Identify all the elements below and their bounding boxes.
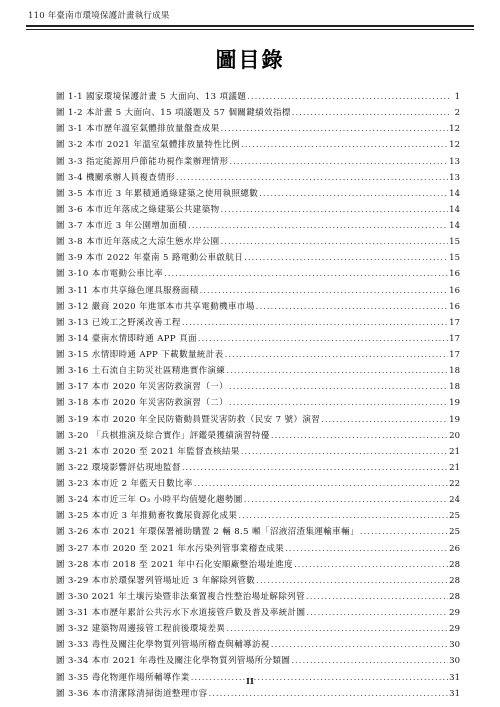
- toc-entry-page-number: 12: [449, 140, 460, 151]
- toc-entry-label: 圖 3-3 指定能源用戶節能功視作業辦理情形: [56, 156, 229, 167]
- toc-dot-leader: [198, 331, 448, 347]
- toc-entry-page-number: 13: [449, 156, 460, 167]
- toc-entry-page-number: 19: [449, 398, 460, 409]
- toc-entry[interactable]: [56, 137, 460, 153]
- toc-dot-leader: [182, 315, 448, 331]
- toc-entry-label: 圖 3-2 本市 2021 年溫室氣體排放量特性比例: [56, 140, 241, 151]
- toc-dot-leader: [164, 266, 448, 282]
- page-number: II: [246, 677, 254, 687]
- toc-entry[interactable]: [56, 89, 460, 105]
- toc-entry[interactable]: [56, 105, 460, 121]
- toc-entry-label: 圖 3-31 本市歷年累計公共污水下水道接管戶數及普及率統計圖: [56, 608, 306, 618]
- toc-dot-leader: [292, 105, 449, 121]
- toc-entry-page-number: 16: [449, 285, 460, 296]
- toc-entry-page-number: 25: [449, 527, 460, 538]
- toc-entry-page-number: 14: [449, 188, 460, 199]
- page-title: 圖目錄: [215, 47, 285, 72]
- toc-dot-leader: [360, 524, 448, 540]
- toc-entry-label: 圖 3-26 本市 2021 年環保署補助購置 2 輛 8.5 噸「沼液沼渣集運輸車輛」: [56, 527, 359, 538]
- header-divider-thin: [26, 29, 474, 30]
- toc-dot-leader: [200, 283, 449, 299]
- toc-dot-leader: [294, 557, 448, 573]
- toc-dot-leader: [229, 379, 448, 395]
- toc-entry[interactable]: [56, 170, 460, 186]
- toc-entry[interactable]: [56, 428, 460, 444]
- toc-entry-label: 圖 3-28 本市 2018 至 2021 年中石化安順廠整治場址進度: [56, 559, 294, 570]
- toc-dot-leader: [321, 412, 448, 428]
- toc-entry[interactable]: [56, 460, 460, 476]
- toc-entry-page-number: 30: [449, 656, 460, 667]
- toc-dot-leader: [238, 508, 448, 524]
- toc-entry-label: 圖 1-1 國家環境保護計畫 5 大面向、13 項議題: [56, 92, 247, 102]
- toc-entry-label: 圖 3-22 環境影響評估現地監督: [56, 462, 181, 473]
- toc-entry-label: 圖 3-17 本市 2020 年災害防救演習（一）: [56, 382, 229, 393]
- toc-entry-label: 圖 3-34 本市 2021 年毒性及關注化學物質列管場所分類圖: [56, 656, 291, 667]
- toc-dot-leader: [229, 154, 448, 170]
- toc-entry-page-number: 15: [449, 253, 460, 264]
- toc-entry-label: 圖 3-29 本市於環保署列管場址近 3 年解除列管數: [56, 575, 256, 586]
- toc-dot-leader: [221, 234, 449, 250]
- toc-entry-page-number: 1: [454, 92, 460, 102]
- toc-dot-leader: [226, 621, 448, 637]
- toc-entry-label: 圖 3-14 臺南水情即時通 APP 頁面: [56, 333, 197, 344]
- toc-entry-page-number: 20: [449, 430, 460, 441]
- toc-entry[interactable]: [56, 621, 460, 637]
- toc-entry-label: 圖 3-27 本市 2020 至 2021 年水污染列管事業稽查成果: [56, 543, 285, 554]
- toc-entry[interactable]: [56, 154, 460, 170]
- toc-dot-leader: [271, 428, 448, 444]
- toc-entry[interactable]: [56, 218, 460, 234]
- toc-entry[interactable]: [56, 234, 460, 250]
- toc-dot-leader: [221, 202, 449, 218]
- toc-entry-label: 圖 3-36 本市清潔隊清掃街道整理市容: [56, 688, 208, 699]
- toc-entry-label: 圖 3-12 嚴商 2020 年進軍本市共享電動機車市場: [56, 301, 255, 312]
- toc-entry-page-number: 21: [449, 462, 460, 473]
- toc-entry[interactable]: [56, 573, 460, 589]
- toc-entry-page-number: 26: [449, 543, 460, 554]
- header-divider-thick: [26, 25, 474, 27]
- toc-entry-page-number: 30: [449, 640, 460, 651]
- toc-entry-label: 圖 3-33 毒性及關注化學物質列管場所稽查與輔導訪視: [56, 640, 270, 651]
- toc-entry[interactable]: [56, 363, 460, 379]
- toc-entry-page-number: 12: [449, 124, 460, 135]
- toc-dot-leader: [306, 589, 448, 605]
- toc-entry-label: 圖 3-21 本市 2020 至 2021 年監督查核結果: [56, 446, 240, 457]
- toc-dot-leader: [285, 541, 448, 557]
- toc-dot-leader: [291, 653, 448, 669]
- toc-entry-page-number: 28: [449, 559, 460, 570]
- toc-entry-page-number: 13: [449, 172, 460, 183]
- toc-entry-label: 圖 3-15 水情即時通 APP 下載數量統計表: [56, 350, 224, 360]
- toc-dot-leader: [176, 170, 448, 186]
- table-of-figures: [56, 89, 460, 702]
- toc-entry-label: 圖 3-24 本市近三年 O₃ 小時平均值變化趨勢圖: [56, 495, 243, 506]
- toc-entry-page-number: 28: [449, 575, 460, 586]
- toc-entry-label: 圖 3-9 本市 2022 年臺南 5 路電動公車啟航日: [56, 253, 244, 264]
- toc-entry[interactable]: [56, 637, 460, 653]
- toc-entry-page-number: 17: [449, 333, 460, 344]
- toc-entry-label: 圖 3-4 機關承辦人員複查情形: [56, 172, 175, 183]
- toc-entry-label: 圖 3-6 本市近年落成之綠建築公共建築物: [56, 204, 220, 215]
- toc-dot-leader: [256, 573, 448, 589]
- toc-entry[interactable]: [56, 541, 460, 557]
- toc-entry[interactable]: [56, 589, 460, 605]
- toc-dot-leader: [306, 605, 448, 621]
- toc-entry-page-number: 14: [449, 221, 460, 231]
- toc-entry[interactable]: [56, 508, 460, 524]
- toc-entry[interactable]: [56, 186, 460, 202]
- toc-entry[interactable]: [56, 412, 460, 428]
- toc-entry[interactable]: [56, 347, 460, 363]
- toc-dot-leader: [229, 395, 448, 411]
- toc-entry-page-number: 17: [449, 317, 460, 328]
- toc-entry-label: 圖 3-10 本市電動公車比率: [56, 269, 164, 280]
- toc-entry[interactable]: [56, 121, 460, 137]
- toc-entry-page-number: 18: [449, 366, 460, 377]
- toc-dot-leader: [241, 444, 448, 460]
- toc-entry[interactable]: [56, 202, 460, 218]
- toc-entry[interactable]: [56, 444, 460, 460]
- toc-entry-page-number: 25: [449, 511, 460, 522]
- toc-entry[interactable]: [56, 315, 460, 331]
- toc-entry-page-number: 29: [449, 624, 460, 635]
- toc-entry-page-number: 22: [449, 479, 460, 489]
- toc-dot-leader: [244, 492, 448, 508]
- toc-entry-page-number: 17: [449, 350, 460, 360]
- toc-entry-label: 圖 3-11 本市共享綠色運具服務面積: [56, 285, 199, 296]
- toc-entry-page-number: 15: [449, 237, 460, 248]
- toc-entry[interactable]: [56, 379, 460, 395]
- toc-entry[interactable]: [56, 331, 460, 347]
- toc-entry[interactable]: [56, 283, 460, 299]
- toc-dot-leader: [247, 89, 449, 105]
- toc-entry-page-number: 31: [449, 672, 460, 683]
- toc-entry-page-number: 21: [449, 446, 460, 457]
- toc-entry-label: 圖 3-30 2021 年土壤污染暨非法棄置複合性整治場址解除列管: [56, 591, 306, 602]
- toc-dot-leader: [241, 137, 448, 153]
- toc-dot-leader: [209, 686, 449, 702]
- toc-dot-leader: [226, 363, 448, 379]
- toc-entry-label: 圖 3-32 建築物周邊接管工程前後環境差異: [56, 624, 226, 635]
- toc-entry-label: 圖 3-20 「兵棋推演及綜合實作」評鑑榮獲績演習特優: [56, 430, 270, 441]
- toc-entry-page-number: 14: [449, 204, 460, 215]
- toc-entry[interactable]: [56, 250, 460, 266]
- toc-entry-label: 圖 1-2 本計畫 5 大面向、15 項議題及 57 個關鍵績效指標: [56, 108, 291, 119]
- toc-entry[interactable]: [56, 605, 460, 621]
- toc-dot-leader: [194, 476, 448, 492]
- toc-dot-leader: [225, 347, 449, 363]
- toc-entry-label: 圖 3-5 本市近 3 年累積通過綠建築之使用執照總數: [56, 188, 259, 199]
- toc-entry-page-number: 18: [449, 382, 460, 393]
- toc-entry-label: 圖 3-16 土石流自主防災社區精進實作演練: [56, 366, 226, 377]
- toc-entry[interactable]: [56, 557, 460, 573]
- toc-entry-page-number: 19: [449, 414, 460, 425]
- toc-entry[interactable]: [56, 524, 460, 540]
- toc-entry-label: 圖 3-35 毒化物運作場所輔導作業: [56, 672, 190, 683]
- toc-entry-label: 圖 3-25 本市近 3 年推動畜牧糞尿資源化成果: [56, 511, 238, 522]
- toc-entry[interactable]: [56, 492, 460, 508]
- toc-dot-leader: [256, 299, 448, 315]
- toc-entry[interactable]: [56, 476, 460, 492]
- toc-entry-label: 圖 3-8 本市近年落成之大涼生態水岸公園: [56, 237, 220, 248]
- toc-entry-page-number: 28: [449, 591, 460, 602]
- toc-entry-label: 圖 3-19 本市 2020 年全民防衛動員暨災害防救（民安 7 號）演習: [56, 414, 321, 425]
- toc-entry-page-number: 31: [449, 688, 460, 699]
- toc-dot-leader: [244, 250, 448, 266]
- toc-entry-label: 圖 3-23 本市近 2 年藍天日數比率: [56, 479, 193, 489]
- toc-dot-leader: [271, 637, 448, 653]
- toc-dot-leader: [221, 121, 449, 137]
- toc-entry-label: 圖 3-7 本市近 3 年公園增加面積: [56, 221, 188, 231]
- toc-entry-page-number: 29: [449, 608, 460, 618]
- toc-entry-label: 圖 3-1 本市歷年溫室氣體排放量盤查成果: [56, 124, 220, 135]
- toc-entry-page-number: 16: [449, 301, 460, 312]
- toc-entry-page-number: 2: [454, 108, 460, 119]
- toc-dot-leader: [188, 218, 448, 234]
- toc-entry[interactable]: [56, 299, 460, 315]
- toc-entry-page-number: 24: [449, 495, 460, 506]
- toc-entry[interactable]: [56, 686, 460, 702]
- toc-entry[interactable]: [56, 266, 460, 282]
- toc-dot-leader: [259, 186, 448, 202]
- toc-entry-label: 圖 3-18 本市 2020 年災害防救演習（二）: [56, 398, 229, 409]
- toc-entry[interactable]: [56, 653, 460, 669]
- toc-entry-label: 圖 3-13 已竣工之野溪改善工程: [56, 317, 181, 328]
- toc-dot-leader: [182, 460, 448, 476]
- running-header-title: 110 年臺南市環境保護計畫執行成果: [28, 11, 170, 21]
- toc-entry-page-number: 16: [449, 269, 460, 280]
- toc-entry[interactable]: [56, 395, 460, 411]
